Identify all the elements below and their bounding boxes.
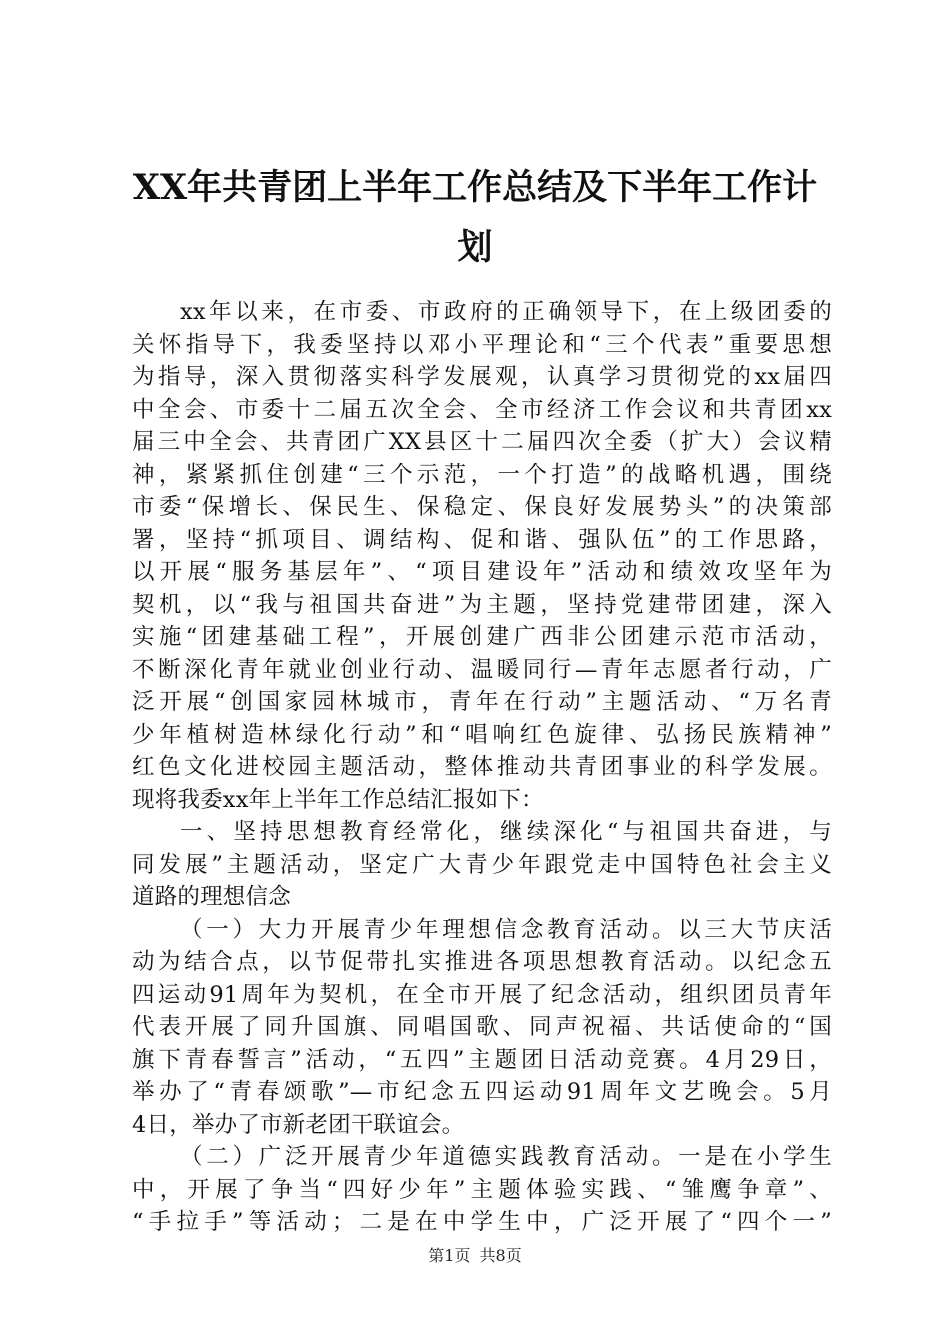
page-footer — [0, 1243, 950, 1266]
text-line: 中全会、市委十二届五次全会、全市经济工作会议和共青团xx — [132, 396, 832, 423]
text-line: 红色文化进校园主题活动，整体推动共青团事业的科学发展。 — [132, 754, 832, 780]
document-title-line-1: XX年共青团上半年工作总结及下半年工作计 — [132, 167, 818, 208]
text-line: 署，坚持“抓项目、调结构、促和谐、强队伍”的工作思路， — [132, 526, 832, 553]
text-line: 道路的理想信念 — [132, 884, 291, 910]
document-body — [132, 296, 832, 1239]
text-line: 四运动91周年为契机，在全市开展了纪念活动，组织团员青年 — [132, 981, 832, 1008]
text-line: 同发展”主题活动，坚定广大青少年跟党走中国特色社会主义 — [132, 851, 832, 878]
text-line: 为指导，深入贯彻落实科学发展观，认真学习贯彻党的xx届四 — [132, 364, 832, 390]
text-line: 届三中全会、共青团广XX县区十二届四次全委（扩大）会议精 — [132, 429, 832, 455]
text-line: 市委“保增长、保民生、保稳定、保良好发展势头”的决策部 — [132, 494, 832, 520]
text-line: 一、坚持思想教育经常化，继续深化“与祖国共奋进，与 — [180, 819, 832, 845]
text-line: 不断深化青年就业创业行动、温暖同行—青年志愿者行动，广 — [132, 656, 832, 683]
text-line: （二）广泛开展青少年道德实践教育活动。一是在小学生 — [180, 1144, 832, 1170]
text-line: 关怀指导下，我委坚持以邓小平理论和“三个代表”重要思想 — [132, 331, 832, 358]
page-total: 共8页 — [479, 1246, 522, 1265]
text-line: 中，开展了争当“四好少年”主题体验实践、“雏鹰争章”、 — [132, 1176, 832, 1203]
text-line: 实施“团建基础工程”，开展创建广西非公团建示范市活动， — [132, 624, 832, 650]
text-line: 举办了“青春颂歌”—市纪念五四运动91周年文艺晚会。5月 — [132, 1079, 832, 1105]
page-number: 第1页 — [428, 1246, 471, 1265]
text-line: 动为结合点，以节促带扎实推进各项思想教育活动。以纪念五 — [132, 949, 832, 975]
text-line: xx年以来，在市委、市政府的正确领导下，在上级团委的 — [180, 299, 832, 325]
text-line: 4日，举办了市新老团干联谊会。 — [132, 1111, 465, 1138]
text-line: 少年植树造林绿化行动”和“唱响红色旋律、弘扬民族精神” — [132, 721, 832, 748]
text-line: 契机，以“我与祖国共奋进”为主题，坚持党建带团建，深入 — [132, 591, 832, 618]
text-line: 旗下青春誓言”活动，“五四”主题团日活动竞赛。4月29日， — [132, 1046, 832, 1073]
text-line: 现将我委xx年上半年工作总结汇报如下： — [132, 786, 544, 813]
text-line: 神，紧紧抓住创建“三个示范，一个打造”的战略机遇，围绕 — [132, 461, 832, 488]
text-line: 代表开展了同升国旗、同唱国歌、同声祝福、共话使命的“国 — [132, 1014, 832, 1040]
text-line: “手拉手”等活动；二是在中学生中，广泛开展了“四个一” — [132, 1209, 832, 1235]
text-line: 以开展“服务基层年”、“项目建设年”活动和绩效攻坚年为 — [132, 559, 832, 585]
text-line: （一）大力开展青少年理想信念教育活动。以三大节庆活 — [180, 916, 832, 943]
text-line: 泛开展“创国家园林城市，青年在行动”主题活动、“万名青 — [132, 689, 832, 715]
document-title-line-2: 划 — [457, 227, 493, 268]
